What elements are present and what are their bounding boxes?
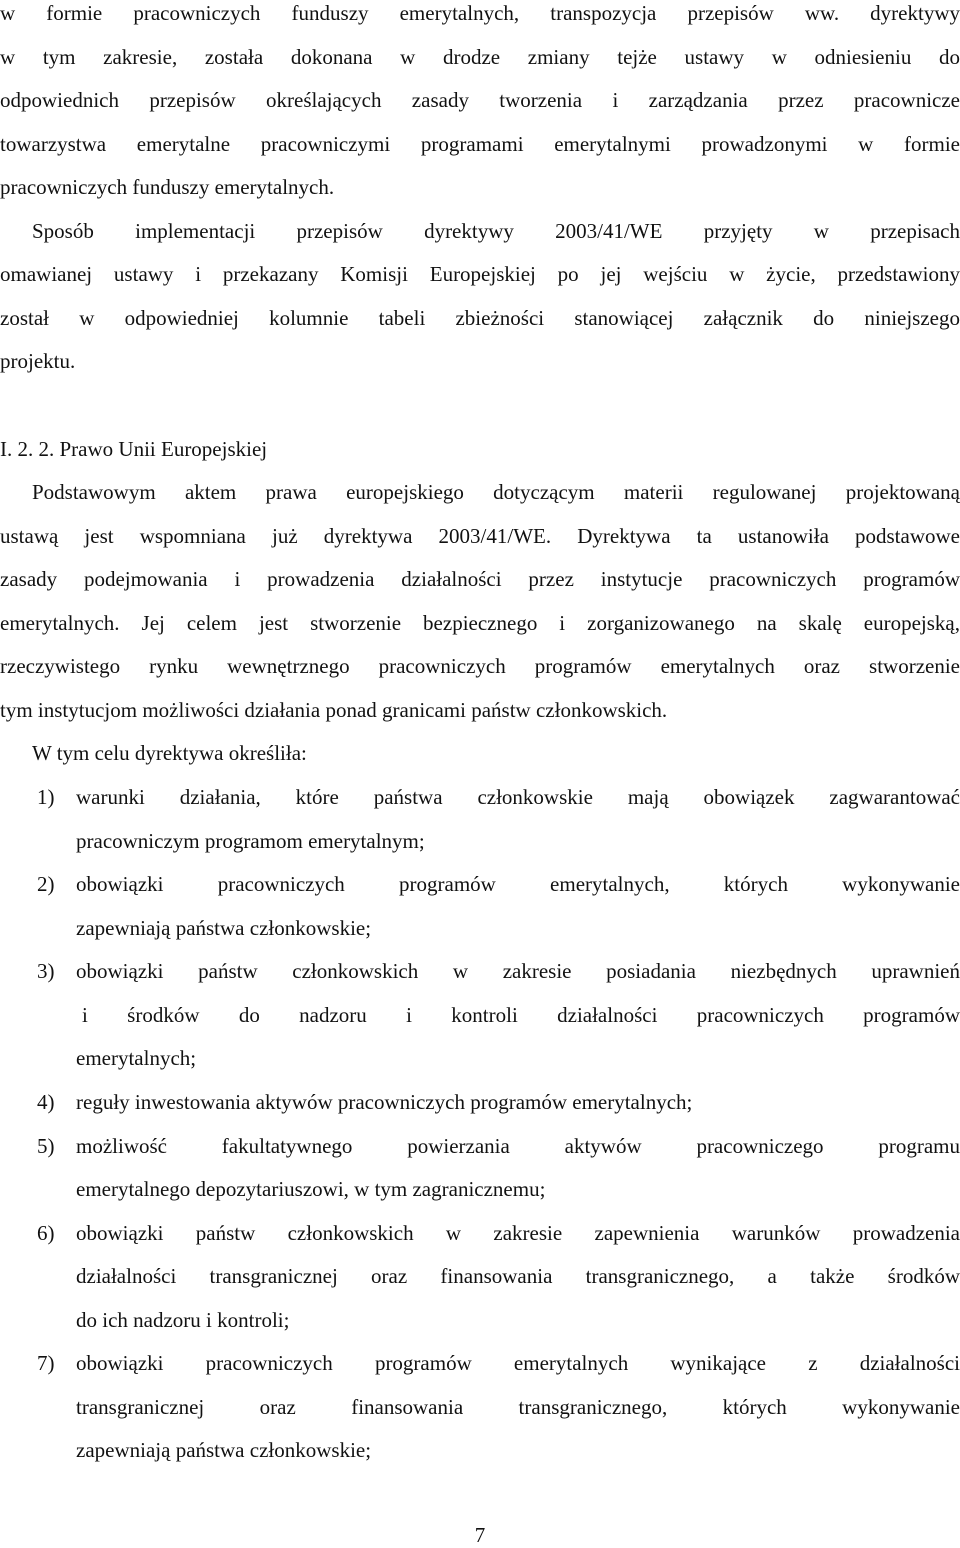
list-item-text: emerytalnego depozytariuszowi, w tym zagranicznemu; [76, 1177, 546, 1201]
text-line: emerytalnych. Jej celem jest stworzenie bezpiecznego i zorganizowanego na skalę europejską, [0, 611, 960, 635]
list-item-continuation [0, 1307, 960, 1351]
list-item-text: i środków do nadzoru i kontroli działalności pracowniczych programów [82, 1003, 960, 1027]
list-item-text: transgranicznej oraz finansowania transgranicznego, których wykonywanie [76, 1395, 960, 1419]
list-item-number: 7) [37, 1351, 55, 1375]
list-item-text: obowiązki państw członkowskich w zakresie posiadania niezbędnych uprawnień [76, 959, 960, 983]
list-item-number: 1) [37, 785, 55, 809]
list-item-continuation [0, 915, 960, 959]
text-line: Sposób implementacji przepisów dyrektywy 2003/41/WE przyjęty w przepisach [32, 219, 960, 243]
list-item-number: 5) [37, 1134, 55, 1158]
list-item-text: emerytalnych; [76, 1046, 197, 1070]
list-item-text: pracowniczym programom emerytalnym; [76, 829, 425, 853]
list-item-continuation [0, 1263, 960, 1307]
list-item-text: warunki działania, które państwa członkowskie mają obowiązek zagwarantować [76, 785, 960, 809]
list-item-continuation [0, 1002, 960, 1046]
list-item-number: 2) [37, 872, 55, 896]
text-line: ustawą jest wspomniana już dyrektywa 2003/41/WE. Dyrektywa ta ustanowiła podstawowe [0, 524, 960, 548]
text-line: towarzystwa emerytalne pracowniczymi programami emerytalnymi prowadzonymi w formie [0, 132, 960, 156]
list-item-continuation [0, 1176, 960, 1220]
list-item-text: obowiązki pracowniczych programów emerytalnych wynikające z działalności [76, 1351, 960, 1375]
list-item-continuation [0, 1394, 960, 1438]
text-line: pracowniczych funduszy emerytalnych. [0, 175, 335, 199]
text-line: w tym zakresie, została dokonana w drodze zmiany tejże ustawy w odniesieniu do [0, 45, 960, 69]
list-item-text: obowiązki pracowniczych programów emerytalnych, których wykonywanie [76, 872, 960, 896]
list-item-continuation [0, 828, 960, 872]
list-item-number: 3) [37, 959, 55, 983]
text-line: tym instytucjom możliwości działania ponad granicami państw członkowskich. [0, 698, 668, 722]
list-intro: W tym celu dyrektywa określiła: [32, 741, 307, 765]
list-item-text: reguły inwestowania aktywów pracowniczych programów emerytalnych; [76, 1090, 693, 1114]
list-item [0, 784, 960, 828]
list-item-text: zapewniają państwa członkowskie; [76, 916, 372, 940]
list-item-number: 6) [37, 1221, 55, 1245]
page-number: 7 [474, 1523, 486, 1547]
list-item-text: do ich nadzoru i kontroli; [76, 1308, 290, 1332]
list-item [0, 1133, 960, 1177]
list-item [0, 1350, 960, 1394]
section-heading: I. 2. 2. Prawo Unii Europejskiej [0, 437, 268, 461]
list-item-continuation [0, 1437, 960, 1481]
list-item-number: 4) [37, 1090, 55, 1114]
list-item [0, 1220, 960, 1264]
text-line: projektu. [0, 349, 76, 373]
text-line: został w odpowiedniej kolumnie tabeli zbieżności stanowiącej załącznik do niniejszego [0, 306, 960, 330]
list-item-text: działalności transgranicznej oraz finansowania transgranicznego, a także środków [76, 1264, 960, 1288]
list-item-text: obowiązki państw członkowskich w zakresie zapewnienia warunków prowadzenia [76, 1221, 960, 1245]
text-line: zasady podejmowania i prowadzenia działalności przez instytucje pracowniczych programów [0, 567, 960, 591]
text-line: odpowiednich przepisów określających zasady tworzenia i zarządzania przez pracownicze [0, 88, 960, 112]
text-line: rzeczywistego rynku wewnętrznego pracowniczych programów emerytalnych oraz stworzenie [0, 654, 960, 678]
text-line: w formie pracowniczych funduszy emerytalnych, transpozycja przepisów ww. dyrektywy [0, 1, 960, 25]
list-item-continuation [0, 1045, 960, 1089]
list-item-text: możliwość fakultatywnego powierzania aktywów pracowniczego programu [76, 1134, 960, 1158]
list-item-text: zapewniają państwa członkowskie; [76, 1438, 372, 1462]
list-item [0, 958, 960, 1002]
text-line: Podstawowym aktem prawa europejskiego dotyczącym materii regulowanej projektowaną [32, 480, 960, 504]
list-item [0, 871, 960, 915]
text-line: omawianej ustawy i przekazany Komisji Europejskiej po jej wejściu w życie, przedstawiony [0, 262, 960, 286]
list-item [0, 1089, 960, 1133]
